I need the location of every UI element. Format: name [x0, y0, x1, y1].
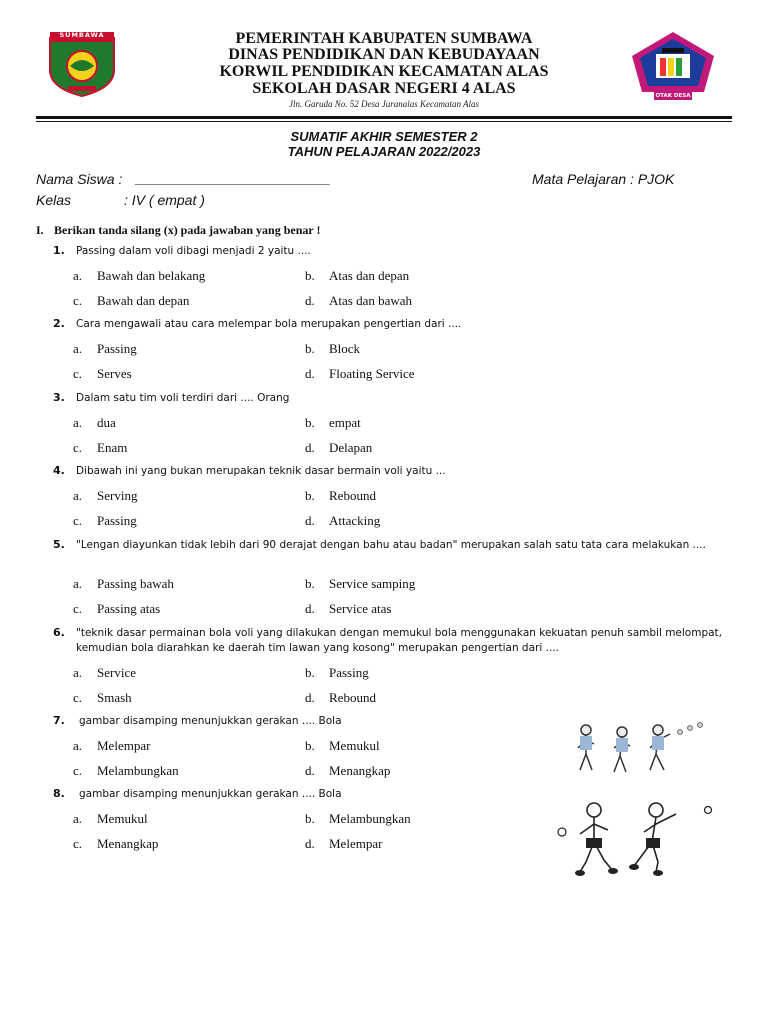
option-c[interactable]: c. Bawah dan depan [73, 293, 190, 308]
subject-label: Mata Pelajaran : PJOK [532, 171, 675, 187]
question-number: 7. [53, 714, 65, 727]
option-a[interactable]: a. Melempar [73, 738, 151, 753]
section-number: I. [36, 223, 44, 237]
header-divider [36, 116, 732, 119]
option-a[interactable]: a. Serving [73, 488, 138, 503]
left-logo-text: SUMBAWA [59, 31, 105, 39]
right-logo-text: OTAK DESA [655, 93, 691, 99]
question-text: "Lengan diayunkan tidak lebih dari 90 derajat dengan bahu atau badan" merupakan salah satu tata cara melakukan .... [76, 539, 706, 551]
question-number: 2. [53, 317, 65, 330]
question-text: Dalam satu tim voli terdiri dari .... Orang [76, 392, 290, 404]
question-text: Cara mengawali atau cara melempar bola merupakan pengertian dari .... [76, 318, 462, 330]
option-c[interactable]: c. Smash [73, 690, 132, 705]
question-text: "teknik dasar permainan bola voli yang dilakukan dengan memukul bola menggunakan kekuatan penuh sambil melompat, kemudian bola diarahkan ke daerah tim lawan yang kosong" merupakan pengertian dari .... [76, 627, 723, 654]
class-label: Kelas [36, 192, 72, 208]
option-c[interactable]: c. Passing [73, 513, 137, 528]
exam-year: TAHUN PELAJARAN 2022/2023 [287, 144, 481, 159]
question-text: Passing dalam voli dibagi menjadi 2 yaitu .... [76, 245, 311, 257]
header-government: PEMERINTAH KABUPATEN SUMBAWA [235, 30, 533, 47]
question-number: 8. [53, 787, 65, 800]
option-d[interactable]: d. Service atas [305, 601, 392, 616]
section-instruction: Berikan tanda silang (x) pada jawaban yang benar ! [54, 223, 321, 237]
header-department: DINAS PENDIDIKAN DAN KEBUDAYAAN [228, 46, 540, 63]
option-d[interactable]: d. Rebound [305, 690, 376, 705]
option-b[interactable]: b. Block [305, 341, 361, 356]
option-d[interactable]: d. Atas dan bawah [305, 293, 413, 308]
option-c[interactable]: c. Enam [73, 440, 128, 455]
option-a[interactable]: a. dua [73, 415, 116, 430]
student-name-field[interactable]: _________________________ [136, 170, 331, 186]
option-b[interactable]: b. Passing [305, 665, 369, 680]
option-a[interactable]: a. Service [73, 665, 136, 680]
throwing-illustration [570, 718, 710, 784]
header-district: KORWIL PENDIDIKAN KECAMATAN ALAS [219, 63, 549, 80]
option-d[interactable]: d. Floating Service [305, 366, 415, 381]
header-divider-thin [36, 121, 732, 122]
option-b[interactable]: b. Atas dan depan [305, 268, 410, 283]
student-name-label: Nama Siswa : [36, 171, 123, 187]
option-c[interactable]: c. Serves [73, 366, 132, 381]
option-a[interactable]: a. Memukul [73, 811, 148, 826]
option-a[interactable]: a. Passing bawah [73, 576, 174, 591]
header-school: SEKOLAH DASAR NEGERI 4 ALAS [252, 80, 516, 97]
exam-title: SUMATIF AKHIR SEMESTER 2 [290, 129, 478, 144]
option-a[interactable]: a. Bawah dan belakang [73, 268, 206, 283]
option-b[interactable]: b. Memukul [305, 738, 380, 753]
question-number: 4. [53, 464, 65, 477]
class-value: : IV ( empat ) [124, 192, 205, 208]
question-number: 1. [53, 244, 65, 257]
option-c[interactable]: c. Melambungkan [73, 763, 179, 778]
question-number: 5. [53, 538, 65, 551]
option-d[interactable]: d. Attacking [305, 513, 381, 528]
question-text: Dibawah ini yang bukan merupakan teknik dasar bermain voli yaitu ... [76, 465, 446, 477]
option-b[interactable]: b. Rebound [305, 488, 376, 503]
option-b[interactable]: b. Melambungkan [305, 811, 411, 826]
header-address: Jln. Garuda No. 52 Desa Juranalas Kecamatan Alas [288, 99, 480, 109]
option-b[interactable]: b. Service samping [305, 576, 416, 591]
question-text: gambar disamping menunjukkan gerakan .... Bola [79, 715, 342, 727]
question-number: 6. [53, 626, 65, 639]
option-a[interactable]: a. Passing [73, 341, 137, 356]
question-text: gambar disamping menunjukkan gerakan .... Bola [79, 788, 342, 800]
option-c[interactable]: c. Passing atas [73, 601, 161, 616]
option-b[interactable]: b. empat [305, 415, 361, 430]
option-d[interactable]: d. Melempar [305, 836, 383, 851]
option-d[interactable]: d. Delapan [305, 440, 373, 455]
option-c[interactable]: c. Menangkap [73, 836, 159, 851]
pitching-illustration [552, 796, 718, 880]
option-d[interactable]: d. Menangkap [305, 763, 391, 778]
question-number: 3. [53, 391, 65, 404]
